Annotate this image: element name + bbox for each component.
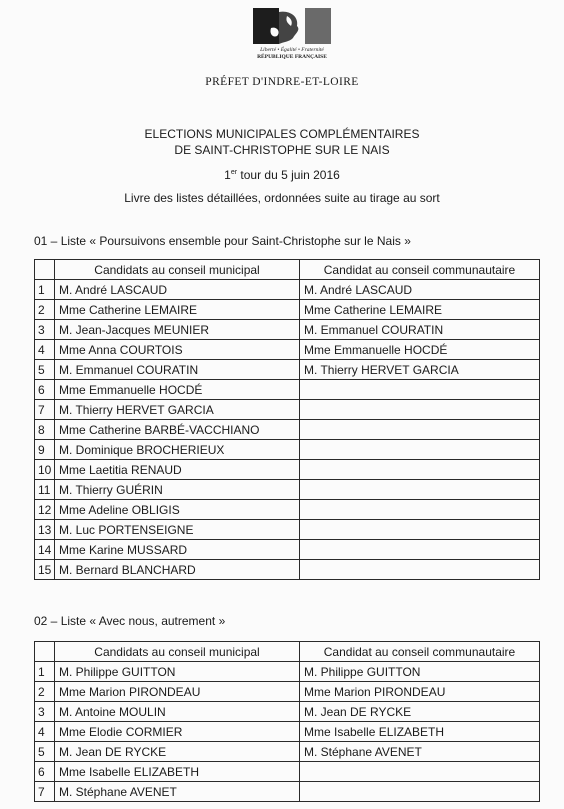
candidate-number: 1 <box>35 662 55 682</box>
motto: Liberté • Égalité • Fraternité <box>260 47 324 53</box>
number-column-header <box>35 642 55 662</box>
document-title-line2: DE SAINT-CHRISTOPHE SUR LE NAIS <box>174 143 390 157</box>
communautaire-candidate <box>300 480 540 500</box>
municipal-candidate: Mme Laetitia RENAUD <box>55 460 300 480</box>
table-row <box>35 560 540 580</box>
municipal-candidate: Mme Emmanuelle HOCDÉ <box>55 380 300 400</box>
table-row <box>35 340 540 360</box>
tour-superscript: er <box>230 169 238 176</box>
municipal-candidate: M. Stéphane AVENET <box>55 782 300 802</box>
list-02-rows <box>35 662 540 802</box>
municipal-candidate: Mme Catherine BARBÉ-VACCHIANO <box>55 420 300 440</box>
municipal-candidate: M. Luc PORTENSEIGNE <box>55 520 300 540</box>
candidate-number: 13 <box>35 520 55 540</box>
candidate-number: 2 <box>35 682 55 702</box>
candidate-number: 9 <box>35 440 55 460</box>
municipal-candidate: M. Thierry GUÉRIN <box>55 480 300 500</box>
communautaire-candidate: M. Stéphane AVENET <box>300 742 540 762</box>
table-row <box>35 762 540 782</box>
republique-francaise-label: RÉPUBLIQUE FRANÇAISE <box>257 54 327 60</box>
table-row <box>35 360 540 380</box>
municipal-candidate: Mme Anna COURTOIS <box>55 340 300 360</box>
municipal-candidate: Mme Marion PIRONDEAU <box>55 682 300 702</box>
table-row <box>35 662 540 682</box>
candidate-number: 1 <box>35 280 55 300</box>
table-row <box>35 722 540 742</box>
table-header-row <box>35 642 540 662</box>
marianne-emblem-icon <box>243 6 341 46</box>
candidate-number: 2 <box>35 300 55 320</box>
communautaire-candidate: Mme Isabelle ELIZABETH <box>300 722 540 742</box>
candidate-number: 7 <box>35 400 55 420</box>
communautaire-candidate <box>300 380 540 400</box>
table-row <box>35 520 540 540</box>
candidate-number: 4 <box>35 340 55 360</box>
municipal-candidate: Mme Elodie CORMIER <box>55 722 300 742</box>
list-02-table <box>34 641 540 802</box>
table-row <box>35 440 540 460</box>
communautaire-candidate <box>300 500 540 520</box>
communautaire-candidate: Mme Emmanuelle HOCDÉ <box>300 340 540 360</box>
candidate-number: 6 <box>35 380 55 400</box>
municipal-candidate: M. Jean DE RYCKE <box>55 742 300 762</box>
communautaire-candidate <box>300 762 540 782</box>
candidate-number: 8 <box>35 420 55 440</box>
municipal-candidate: M. Antoine MOULIN <box>55 702 300 722</box>
communautaire-candidate <box>300 520 540 540</box>
municipal-candidate: Mme Adeline OBLIGIS <box>55 500 300 520</box>
list-01-heading: 01 – Liste « Poursuivons ensemble pour Saint-Christophe sur le Nais » <box>34 234 411 248</box>
table-row <box>35 682 540 702</box>
candidate-number: 7 <box>35 782 55 802</box>
tour-date-text: tour du 5 juin 2016 <box>237 168 340 182</box>
municipal-candidate: M. Thierry HERVET GARCIA <box>55 400 300 420</box>
candidate-number: 3 <box>35 320 55 340</box>
candidate-number: 5 <box>35 360 55 380</box>
communautaire-candidate <box>300 440 540 460</box>
table-row <box>35 742 540 762</box>
communautaire-candidate: M. Emmanuel COURATIN <box>300 320 540 340</box>
communautaire-candidate <box>300 400 540 420</box>
list-01-rows <box>35 280 540 580</box>
municipal-candidate: Mme Karine MUSSARD <box>55 540 300 560</box>
communautaire-candidate <box>300 420 540 440</box>
candidate-number: 10 <box>35 460 55 480</box>
table-row <box>35 420 540 440</box>
candidate-number: 4 <box>35 722 55 742</box>
municipal-candidate: M. Emmanuel COURATIN <box>55 360 300 380</box>
communautaire-candidate: Mme Marion PIRONDEAU <box>300 682 540 702</box>
table-row <box>35 480 540 500</box>
table-row <box>35 460 540 480</box>
prefet-header: PRÉFET D'INDRE-ET-LOIRE <box>205 76 359 88</box>
municipal-candidate: M. Philippe GUITTON <box>55 662 300 682</box>
table-row <box>35 320 540 340</box>
document-title-line1: ELECTIONS MUNICIPALES COMPLÉMENTAIRES <box>144 127 420 141</box>
republique-francaise-logo <box>243 6 341 64</box>
municipal-candidate: M. Jean-Jacques MEUNIER <box>55 320 300 340</box>
candidate-number: 3 <box>35 702 55 722</box>
communautaire-column-header: Candidat au conseil communautaire <box>300 260 540 280</box>
table-row <box>35 782 540 802</box>
table-row <box>35 300 540 320</box>
communautaire-candidate: M. Jean DE RYCKE <box>300 702 540 722</box>
table-row <box>35 540 540 560</box>
municipal-candidate: Mme Catherine LEMAIRE <box>55 300 300 320</box>
document-subtitle: Livre des listes détaillées, ordonnées suite au tirage au sort <box>124 191 440 205</box>
list-02-heading: 02 – Liste « Avec nous, autrement » <box>34 614 226 628</box>
number-column-header <box>35 260 55 280</box>
table-row <box>35 500 540 520</box>
municipal-column-header: Candidats au conseil municipal <box>55 642 300 662</box>
candidate-number: 15 <box>35 560 55 580</box>
communautaire-candidate <box>300 560 540 580</box>
tour-date <box>0 168 564 182</box>
candidate-number: 5 <box>35 742 55 762</box>
table-row <box>35 380 540 400</box>
municipal-candidate: Mme Isabelle ELIZABETH <box>55 762 300 782</box>
municipal-candidate: M. Bernard BLANCHARD <box>55 560 300 580</box>
candidate-number: 6 <box>35 762 55 782</box>
table-row <box>35 400 540 420</box>
table-row <box>35 702 540 722</box>
candidate-number: 12 <box>35 500 55 520</box>
municipal-column-header: Candidats au conseil municipal <box>55 260 300 280</box>
municipal-candidate: M. Dominique BROCHERIEUX <box>55 440 300 460</box>
list-01-table <box>34 259 540 580</box>
communautaire-candidate: M. Philippe GUITTON <box>300 662 540 682</box>
municipal-candidate: M. André LASCAUD <box>55 280 300 300</box>
communautaire-candidate: Mme Catherine LEMAIRE <box>300 300 540 320</box>
communautaire-candidate <box>300 460 540 480</box>
table-header-row <box>35 260 540 280</box>
table-row <box>35 280 540 300</box>
communautaire-candidate: M. Thierry HERVET GARCIA <box>300 360 540 380</box>
candidate-number: 14 <box>35 540 55 560</box>
communautaire-column-header: Candidat au conseil communautaire <box>300 642 540 662</box>
candidate-number: 11 <box>35 480 55 500</box>
tour-number: 1 <box>224 168 231 182</box>
communautaire-candidate: M. André LASCAUD <box>300 280 540 300</box>
communautaire-candidate <box>300 540 540 560</box>
communautaire-candidate <box>300 782 540 802</box>
